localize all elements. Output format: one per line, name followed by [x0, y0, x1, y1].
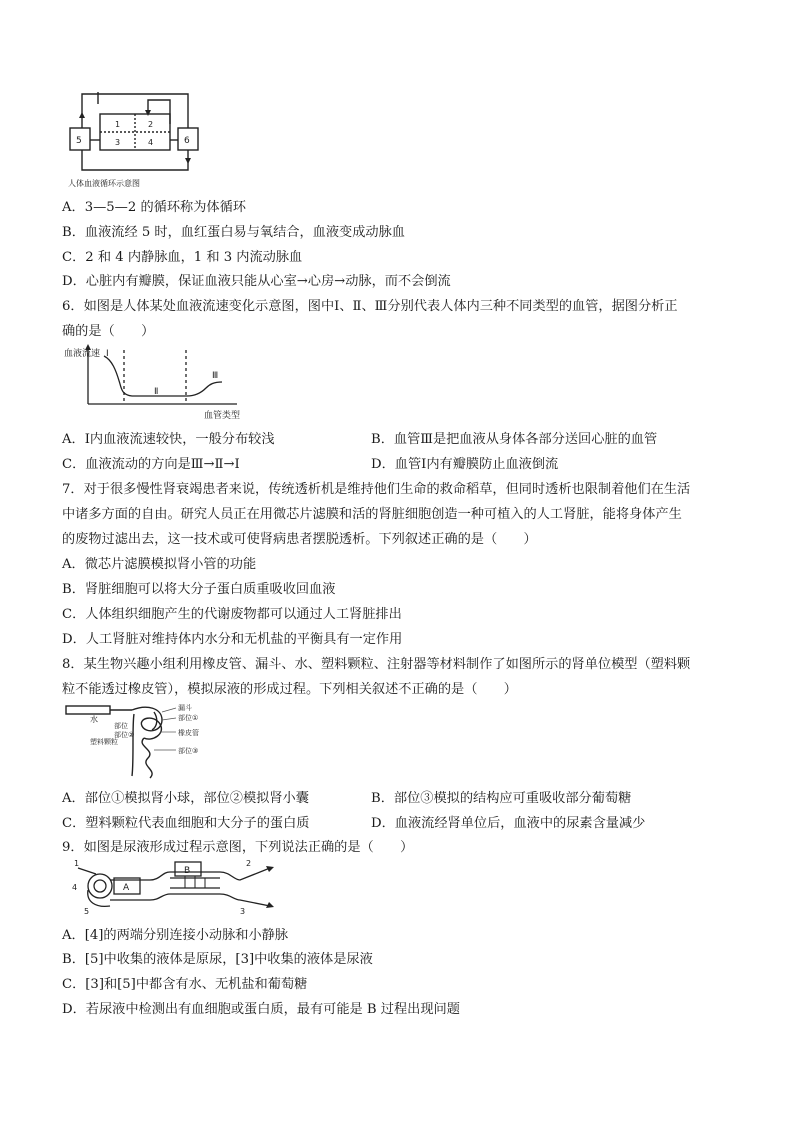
q6-stem-line2: 确的是（ ）	[62, 324, 155, 339]
curve-label-3: Ⅲ	[212, 371, 219, 381]
nephron-model-diagram	[62, 700, 252, 782]
q6-option-c: C．血液流动的方向是Ⅲ→Ⅱ→Ⅰ	[62, 457, 240, 472]
q8-stem-line2: 粒不能透过橡皮管），模拟尿液的形成过程。下列相关叙述不正确的是（ ）	[62, 682, 517, 697]
chamber-2-label: 2	[148, 120, 154, 129]
q7-stem-line2: 中诸多方面的自由。研究人员正在用微芯片滤膜和活的肾脏细胞创造一种可植入的人工肾脏，能将身体产生	[62, 507, 682, 522]
q7-stem-line3: 的废物过滤出去，这一技术或可使肾病患者摆脱透析。下列叙述正确的是（ ）	[62, 532, 537, 547]
urine-formation-diagram	[70, 858, 280, 918]
label-rubber-tube: 橡皮管	[178, 729, 199, 737]
chamber-1-label: 1	[115, 120, 121, 129]
q8-stem-line1: 8．某生物兴趣小组利用橡皮管、漏斗、水、塑料颗粒、注射器等材料制作了如图所示的肾单位模型（塑料颗	[62, 657, 691, 672]
q8-option-d: D．血液流经肾单位后，血液中的尿素含量减少	[371, 816, 646, 831]
q6-option-d: D．血管Ⅰ内有瓣膜防止血液倒流	[371, 457, 559, 472]
q9-option-b: B．[5]中收集的液体是原尿，[3]中收集的液体是尿液	[62, 952, 373, 967]
label-position-a: 部位	[114, 722, 128, 730]
q9-option-d: D．若尿液中检测出有血细胞或蛋白质，最有可能是 B 过程出现问题	[62, 1002, 460, 1017]
chamber-4-label: 4	[148, 138, 154, 147]
y-axis-label	[64, 347, 100, 359]
q7-stem-line1: 7．对于很多慢性肾衰竭患者来说，传统透析机是维持他们生命的救命稻草，但同时透析也限制着他们在生活	[62, 482, 691, 497]
q5-option-d: D．心脏内有瓣膜，保证血液只能从心室→心房→动脉，而不会倒流	[62, 274, 451, 289]
q7-option-d: D．人工肾脏对维持体内水分和无机盐的平衡具有一定作用	[62, 632, 403, 647]
q9-option-c: C．[3]和[5]中都含有水、无机盐和葡萄糖	[62, 977, 308, 992]
label-position-2: 部位②	[114, 731, 135, 739]
q5-option-c: C．2 和 4 内静脉血，1 和 3 内流动脉血	[62, 250, 303, 265]
label-water: 水	[90, 715, 98, 724]
label-5: 5	[84, 907, 90, 916]
q6-option-a: A．Ⅰ内血液流速较快，一般分布较浅	[62, 432, 275, 447]
q7-option-b: B．肾脏细胞可以将大分子蛋白质重吸收回血液	[62, 582, 336, 597]
label-plastic-particles: 塑料颗粒	[90, 738, 118, 746]
q8-option-c: C．塑料颗粒代表血细胞和大分子的蛋白质	[62, 816, 310, 831]
label-2: 2	[246, 859, 252, 868]
q8-option-b: B．部位③模拟的结构应可重吸收部分葡萄糖	[371, 791, 632, 806]
q9-stem: 9．如图是尿液形成过程示意图，下列说法正确的是（ ）	[62, 840, 414, 855]
q7-option-a: A．微芯片滤膜模拟肾小管的功能	[62, 557, 257, 572]
label-1: 1	[74, 859, 80, 868]
flow-speed-graph	[62, 342, 252, 422]
label-funnel: 漏斗	[178, 704, 192, 712]
q8-option-a: A．部位①模拟肾小球，部位②模拟肾小囊	[62, 791, 309, 806]
curve-label-2: Ⅱ	[154, 387, 159, 397]
circulation-diagram	[60, 88, 210, 190]
box-6-label: 6	[184, 136, 190, 146]
q7-option-c: C．人体组织细胞产生的代谢废物都可以通过人工肾脏排出	[62, 607, 402, 622]
label-position-3: 部位③	[178, 747, 199, 755]
y-axis-label-text: 血液流速	[64, 349, 101, 359]
chamber-3-label: 3	[115, 138, 121, 147]
label-position-1: 部位①	[178, 714, 199, 722]
q5-option-a: A．3—5—2 的循环称为体循环	[62, 200, 246, 215]
figure-caption: 人体血液循环示意图	[68, 179, 140, 188]
label-4: 4	[72, 883, 78, 892]
label-3: 3	[240, 907, 246, 916]
q9-option-a: A．[4]的两端分别连接小动脉和小静脉	[62, 928, 289, 943]
label-box-a: A	[123, 883, 130, 893]
box-5-label: 5	[76, 136, 82, 146]
q6-option-b: B．血管Ⅲ是把血液从身体各部分送回心脏的血管	[371, 432, 658, 447]
x-axis-label: 血管类型	[204, 411, 241, 421]
label-box-b: B	[184, 866, 191, 876]
q6-stem-line1: 6．如图是人体某处血液流速变化示意图，图中Ⅰ、Ⅱ、Ⅲ分别代表人体内三种不同类型的血管，据图分析正	[62, 299, 678, 314]
curve-label-1: Ⅰ	[106, 349, 109, 359]
q5-option-b: B．血液流经 5 时，血红蛋白易与氧结合，血液变成动脉血	[62, 225, 405, 240]
